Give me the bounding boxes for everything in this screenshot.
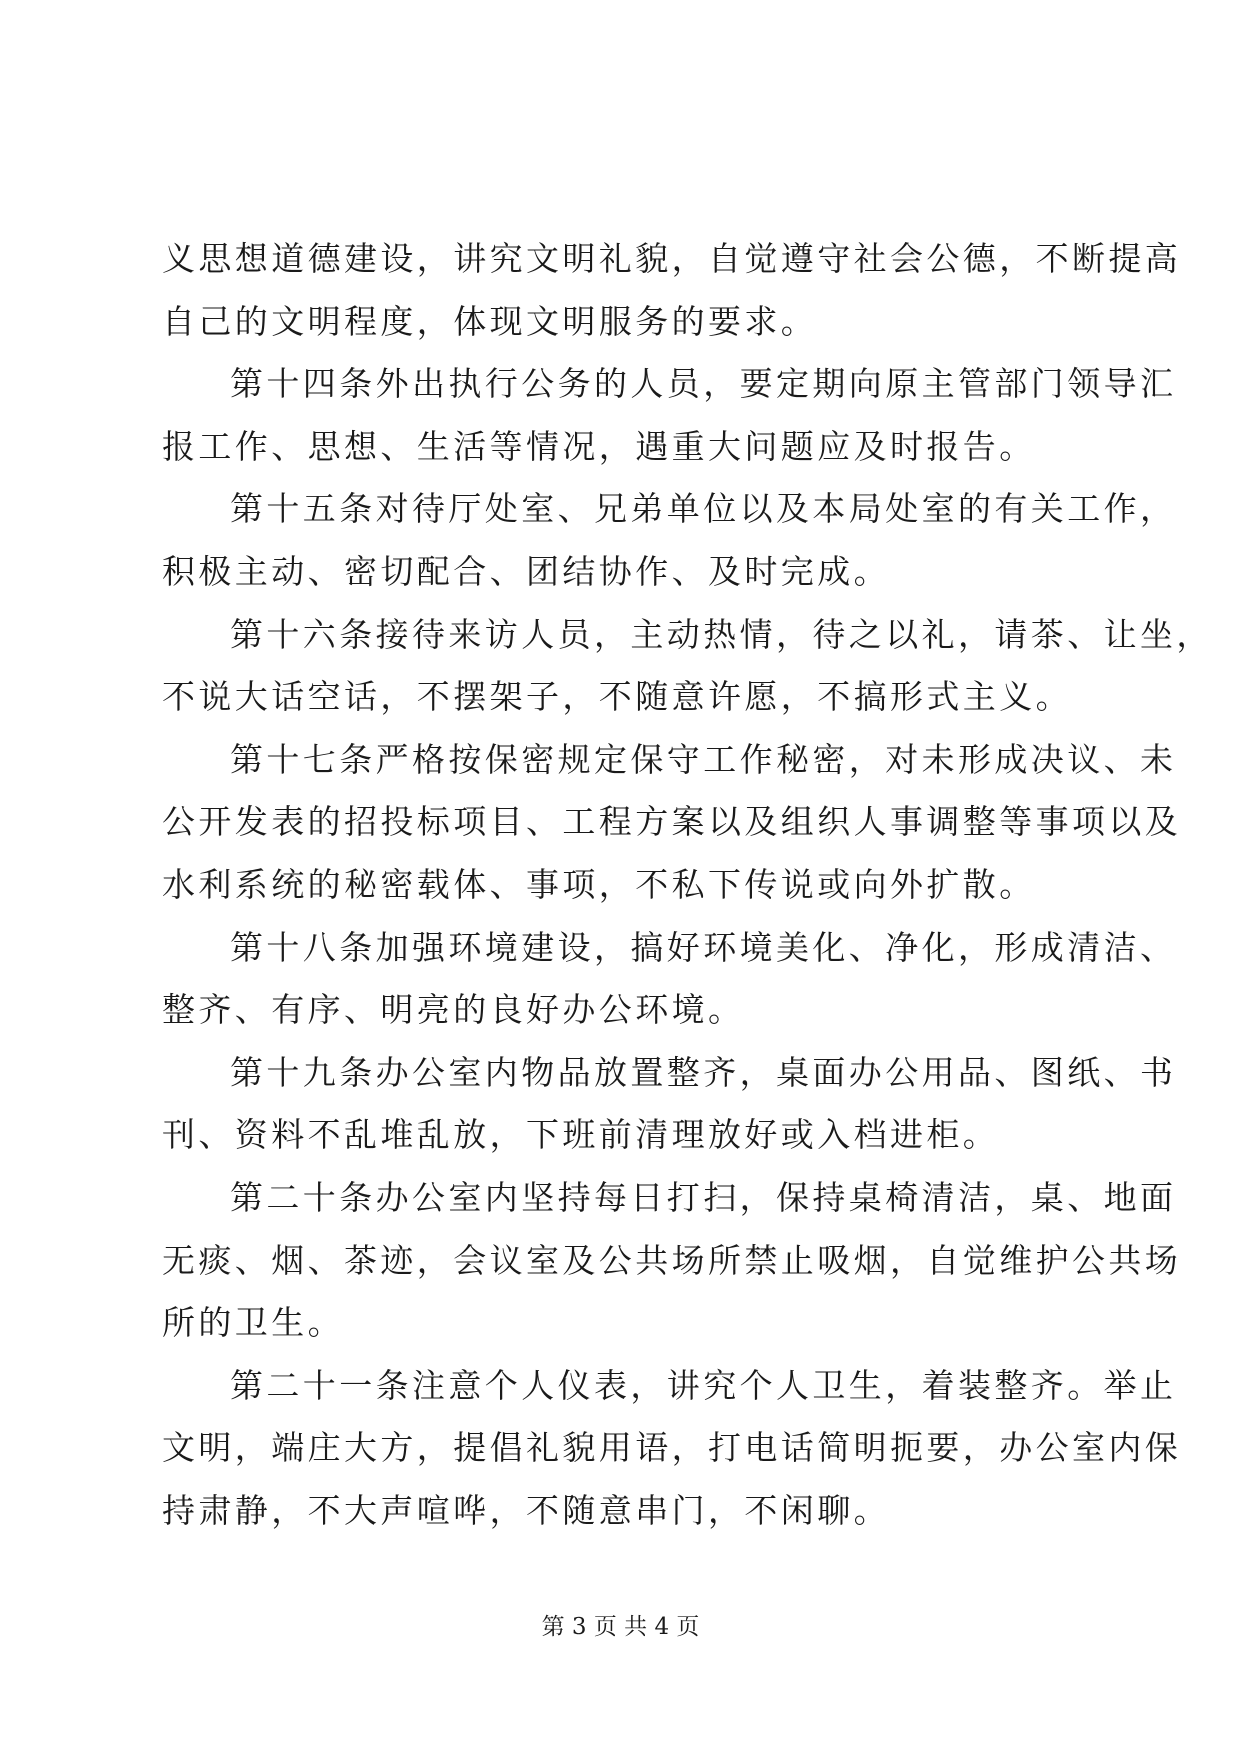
- article-21-line: 第二十一条注意个人仪表，讲究个人卫生，着装整齐。举止: [230, 1365, 1177, 1405]
- body-line: 报工作、思想、生活等情况，遇重大问题应及时报告。: [162, 426, 1036, 466]
- article-17-line: 第十七条严格按保密规定保守工作秘密，对未形成决议、未: [230, 739, 1177, 779]
- body-line: 所的卫生。: [162, 1303, 344, 1343]
- body-line: 无痰、烟、茶迹，会议室及公共场所禁止吸烟，自觉维护公共场: [162, 1240, 1182, 1280]
- body-line: 刊、资料不乱堆乱放，下班前清理放好或入档进柜。: [162, 1115, 1000, 1155]
- body-line: 水利系统的秘密载体、事项，不私下传说或向外扩散。: [162, 864, 1036, 904]
- article-20-line: 第二十条办公室内坚持每日打扫，保持桌椅清洁，桌、地面: [230, 1177, 1177, 1217]
- article-16-line: 第十六条接待来访人员，主动热情，待之以礼，请茶、让坐，: [230, 614, 1213, 654]
- article-18-line: 第十八条加强环境建设，搞好环境美化、净化，形成清洁、: [230, 927, 1177, 967]
- body-line: 公开发表的招投标项目、工程方案以及组织人事调整等事项以及: [162, 802, 1182, 842]
- article-14-line: 第十四条外出执行公务的人员，要定期向原主管部门领导汇: [230, 364, 1177, 404]
- body-line: 不说大话空话，不摆架子，不随意许愿，不搞形式主义。: [162, 677, 1072, 717]
- body-line: 持肃静，不大声喧哗，不随意串门，不闲聊。: [162, 1490, 890, 1530]
- article-15-line: 第十五条对待厅处室、兄弟单位以及本局处室的有关工作，: [230, 489, 1177, 529]
- body-line: 文明，端庄大方，提倡礼貌用语，打电话简明扼要，办公室内保: [162, 1428, 1182, 1468]
- body-line: 义思想道德建设，讲究文明礼貌，自觉遵守社会公德，不断提高: [162, 239, 1182, 278]
- body-line: 自己的文明程度，体现文明服务的要求。: [162, 301, 818, 341]
- document-body: [162, 228, 1213, 1542]
- article-19-line: 第十九条办公室内物品放置整齐，桌面办公用品、图纸、书: [230, 1052, 1177, 1092]
- body-line: 积极主动、密切配合、团结协作、及时完成。: [162, 551, 890, 591]
- body-line: 整齐、有序、明亮的良好办公环境。: [162, 990, 745, 1030]
- page-number-footer: 第 3 页 共 4 页: [541, 1614, 700, 1640]
